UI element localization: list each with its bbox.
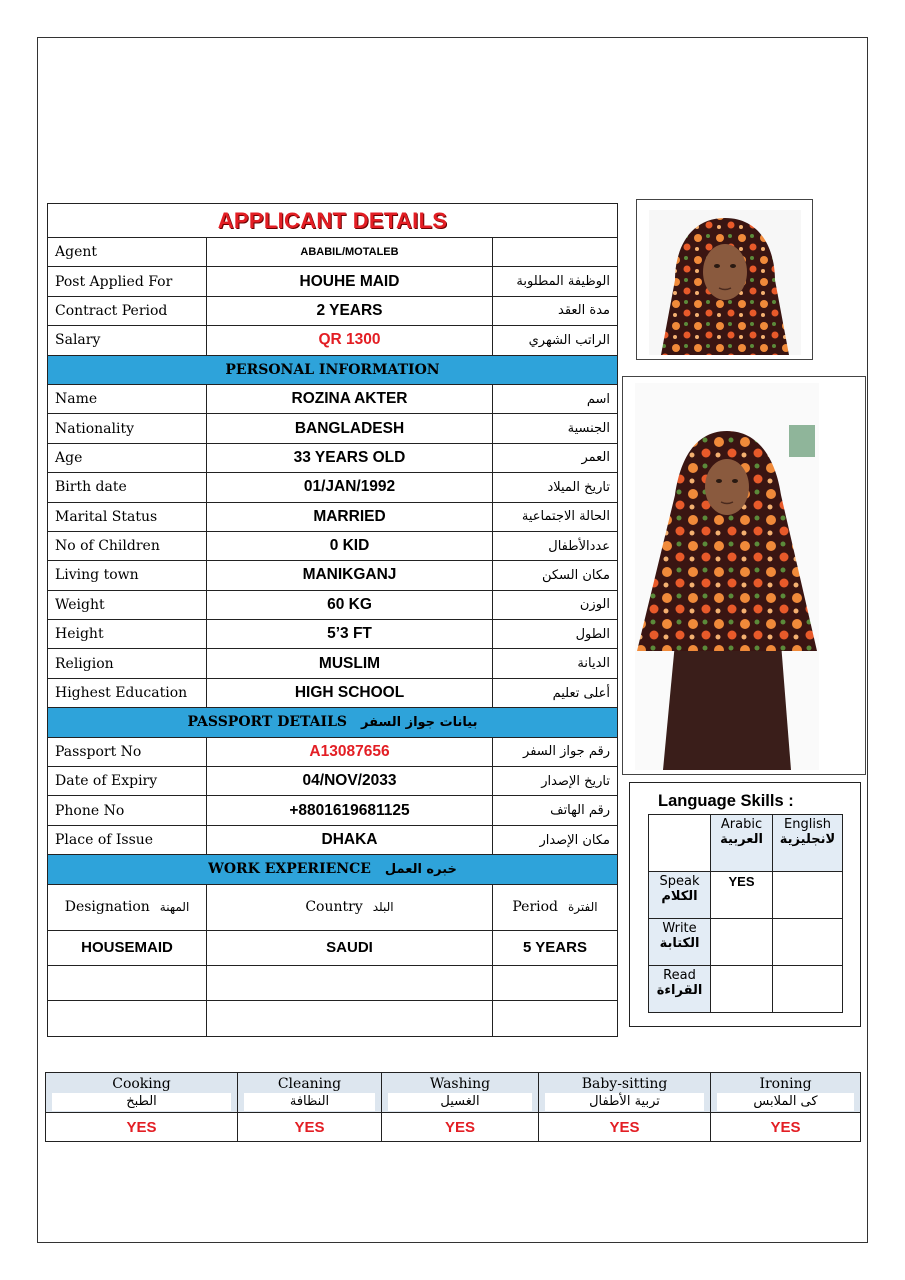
row-living-town bbox=[48, 561, 618, 590]
english-column-header bbox=[773, 815, 843, 872]
language-row-write bbox=[649, 919, 843, 966]
passport-section-heading bbox=[48, 708, 618, 737]
write-english-value bbox=[773, 919, 843, 966]
work-country: SAUDI bbox=[207, 930, 493, 965]
speak-english-value bbox=[773, 872, 843, 919]
passport-heading-ar: بيانات جواز السفر bbox=[361, 715, 478, 731]
arabic-header-ar: العربية bbox=[720, 832, 763, 847]
country-header-ar: البلد bbox=[372, 900, 394, 915]
salary-label-ar: الراتب الشهري bbox=[493, 326, 618, 355]
agent-value: ABABIL/MOTALEB bbox=[207, 238, 493, 267]
expiry-label: Date of Expiry bbox=[48, 767, 207, 796]
contract-label: Contract Period bbox=[48, 296, 207, 325]
work-period: 5 YEARS bbox=[493, 930, 618, 965]
row-age bbox=[48, 443, 618, 472]
applicant-details-table bbox=[47, 203, 618, 1037]
height-value: 5’3 FT bbox=[207, 620, 493, 649]
row-salary bbox=[48, 326, 618, 355]
full-body-photo-image bbox=[635, 383, 819, 770]
living-town-value: MANIKGANJ bbox=[207, 561, 493, 590]
row-marital-status bbox=[48, 502, 618, 531]
age-value: 33 YEARS OLD bbox=[207, 443, 493, 472]
work-designation: HOUSEMAID bbox=[48, 930, 207, 965]
row-place-of-issue bbox=[48, 825, 618, 854]
row-name bbox=[48, 384, 618, 413]
passport-heading-en: PASSPORT DETAILS bbox=[187, 714, 348, 731]
phone-label-ar: رقم الهاتف bbox=[493, 796, 618, 825]
living-town-label: Living town bbox=[48, 561, 207, 590]
salary-value: QR 1300 bbox=[207, 326, 493, 355]
post-label-ar: الوظيفة المطلوبة bbox=[493, 267, 618, 296]
language-skills-title: Language Skills : bbox=[658, 792, 794, 810]
row-expiry bbox=[48, 767, 618, 796]
expiry-label-ar: تاريخ الإصدار bbox=[493, 767, 618, 796]
language-skills-box bbox=[629, 782, 861, 1027]
children-label-ar: عددالأطفال bbox=[493, 531, 618, 560]
page-title: APPLICANT DETAILS bbox=[48, 204, 618, 238]
religion-value: MUSLIM bbox=[207, 649, 493, 678]
personal-section-heading: PERSONAL INFORMATION bbox=[48, 355, 618, 384]
birth-date-label-ar: تاريخ الميلاد bbox=[493, 473, 618, 502]
designation-column-header bbox=[48, 884, 207, 930]
education-label: Highest Education bbox=[48, 678, 207, 707]
arabic-column-header bbox=[711, 815, 773, 872]
passport-no-label: Passport No bbox=[48, 737, 207, 766]
skill-ironing-value: YES bbox=[711, 1113, 861, 1142]
work-row-empty bbox=[48, 965, 618, 1001]
living-town-label-ar: مكان السكن bbox=[493, 561, 618, 590]
row-weight bbox=[48, 590, 618, 619]
skill-cooking-header: Cooking الطبخ bbox=[46, 1073, 238, 1113]
row-nationality bbox=[48, 414, 618, 443]
work-section-heading bbox=[48, 855, 618, 884]
country-header-en: Country bbox=[305, 899, 363, 916]
write-arabic-value bbox=[711, 919, 773, 966]
marital-status-value: MARRIED bbox=[207, 502, 493, 531]
row-passport-no bbox=[48, 737, 618, 766]
phone-label: Phone No bbox=[48, 796, 207, 825]
portrait-photo bbox=[636, 199, 813, 360]
skill-washing-value: YES bbox=[382, 1113, 539, 1142]
period-header-ar: الفترة bbox=[568, 900, 598, 915]
language-row-speak bbox=[649, 872, 843, 919]
skill-washing-header: Washing الغسيل bbox=[382, 1073, 539, 1113]
skill-ironing-header: Ironing كى الملابس bbox=[711, 1073, 861, 1113]
read-english-value bbox=[773, 966, 843, 1013]
skill-cleaning-value: YES bbox=[238, 1113, 382, 1142]
skill-cleaning-header: Cleaning النظافة bbox=[238, 1073, 382, 1113]
row-agent bbox=[48, 238, 618, 267]
speak-arabic-value: YES bbox=[711, 872, 773, 919]
period-header-en: Period bbox=[512, 899, 559, 916]
weight-label-ar: الوزن bbox=[493, 590, 618, 619]
row-education bbox=[48, 678, 618, 707]
speak-label: Speak الكلام bbox=[649, 872, 711, 919]
row-contract bbox=[48, 296, 618, 325]
agent-label-ar bbox=[493, 238, 618, 267]
work-column-headers bbox=[48, 884, 618, 930]
age-label-ar: العمر bbox=[493, 443, 618, 472]
religion-label-ar: الديانة bbox=[493, 649, 618, 678]
place-of-issue-value: DHAKA bbox=[207, 825, 493, 854]
name-label: Name bbox=[48, 384, 207, 413]
nationality-label-ar: الجنسية bbox=[493, 414, 618, 443]
post-value: HOUHE MAID bbox=[207, 267, 493, 296]
children-label: No of Children bbox=[48, 531, 207, 560]
education-label-ar: أعلى تعليم bbox=[493, 678, 618, 707]
language-row-read bbox=[649, 966, 843, 1013]
religion-label: Religion bbox=[48, 649, 207, 678]
education-value: HIGH SCHOOL bbox=[207, 678, 493, 707]
weight-value: 60 KG bbox=[207, 590, 493, 619]
phone-value: +8801619681125 bbox=[207, 796, 493, 825]
row-religion bbox=[48, 649, 618, 678]
work-heading-en: WORK EXPERIENCE bbox=[208, 861, 371, 878]
row-phone bbox=[48, 796, 618, 825]
marital-status-label-ar: الحالة الاجتماعية bbox=[493, 502, 618, 531]
row-children bbox=[48, 531, 618, 560]
birth-date-label: Birth date bbox=[48, 473, 207, 502]
full-body-photo bbox=[622, 376, 866, 775]
language-header-row bbox=[649, 815, 843, 872]
salary-label: Salary bbox=[48, 326, 207, 355]
birth-date-value: 01/JAN/1992 bbox=[207, 473, 493, 502]
name-value: ROZINA AKTER bbox=[207, 384, 493, 413]
expiry-value: 04/NOV/2033 bbox=[207, 767, 493, 796]
english-header-en: English bbox=[784, 817, 831, 832]
period-column-header bbox=[493, 884, 618, 930]
nationality-value: BANGLADESH bbox=[207, 414, 493, 443]
children-value: 0 KID bbox=[207, 531, 493, 560]
skills-values-row bbox=[46, 1113, 861, 1142]
write-label: Write الكتابة bbox=[649, 919, 711, 966]
age-label: Age bbox=[48, 443, 207, 472]
designation-header-en: Designation bbox=[64, 899, 150, 916]
row-birth-date bbox=[48, 473, 618, 502]
passport-no-value: A13087656 bbox=[207, 737, 493, 766]
work-row bbox=[48, 930, 618, 965]
passport-no-label-ar: رقم جواز السفر bbox=[493, 737, 618, 766]
arabic-header-en: Arabic bbox=[720, 817, 763, 832]
marital-status-label: Marital Status bbox=[48, 502, 207, 531]
agent-label: Agent bbox=[48, 238, 207, 267]
skill-babysitting-value: YES bbox=[539, 1113, 711, 1142]
skills-header-row bbox=[46, 1073, 861, 1113]
read-arabic-value bbox=[711, 966, 773, 1013]
name-label-ar: اسم bbox=[493, 384, 618, 413]
work-heading-ar: خبره العمل bbox=[384, 862, 457, 878]
country-column-header bbox=[207, 884, 493, 930]
height-label-ar: الطول bbox=[493, 620, 618, 649]
language-skills-table bbox=[648, 814, 843, 1013]
skills-table bbox=[45, 1072, 861, 1142]
portrait-photo-image bbox=[649, 210, 801, 355]
place-of-issue-label-ar: مكان الإصدار bbox=[493, 825, 618, 854]
contract-value: 2 YEARS bbox=[207, 296, 493, 325]
nationality-label: Nationality bbox=[48, 414, 207, 443]
work-row-empty bbox=[48, 1001, 618, 1037]
row-height bbox=[48, 620, 618, 649]
row-post bbox=[48, 267, 618, 296]
weight-label: Weight bbox=[48, 590, 207, 619]
post-label: Post Applied For bbox=[48, 267, 207, 296]
english-header-ar: لانجليزية bbox=[779, 832, 836, 847]
skill-cooking-value: YES bbox=[46, 1113, 238, 1142]
read-label: Read القراءة bbox=[649, 966, 711, 1013]
height-label: Height bbox=[48, 620, 207, 649]
place-of-issue-label: Place of Issue bbox=[48, 825, 207, 854]
skill-babysitting-header: Baby-sitting تربية الأطفال bbox=[539, 1073, 711, 1113]
contract-label-ar: مدة العقد bbox=[493, 296, 618, 325]
designation-header-ar: المهنة bbox=[159, 900, 190, 915]
